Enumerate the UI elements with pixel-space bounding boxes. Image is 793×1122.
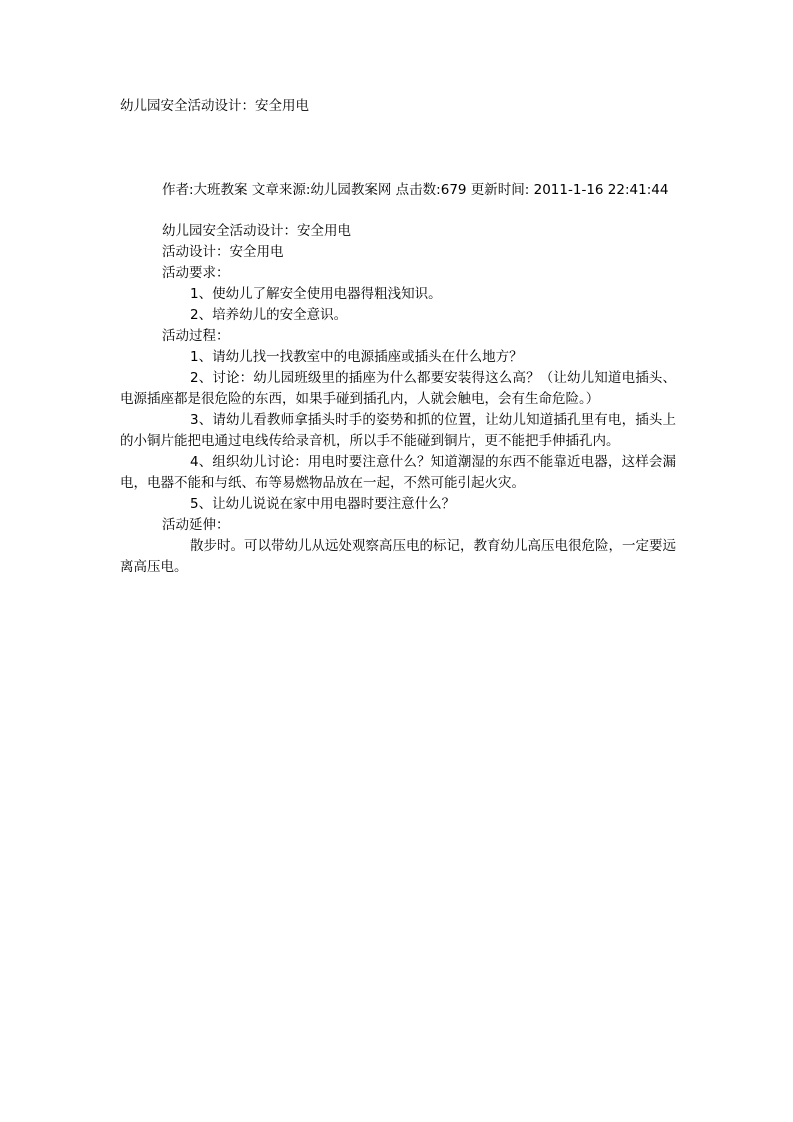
process-step: 4、组织幼儿讨论：用电时要注意什么？知道潮湿的东西不能靠近电器，这样会漏电，电器不能和与纸、布等易燃物品放在一起，不然可能引起火灾。 (120, 454, 676, 491)
process-step: 2、讨论：幼儿园班级里的插座为什么都要安装得这么高？（让幼儿知道电插头、电源插座都是很危险的东西，如果手碰到插孔内，人就会触电，会有生命危险。） (120, 370, 676, 407)
process-step: 5、让幼儿说说在家中用电器时要注意什么？ (190, 496, 456, 512)
document-body (120, 221, 676, 578)
article-meta: 作者:大班教案 文章来源:幼儿园教案网 点击数:679 更新时间: 2011-1-16 22:41:44 (162, 182, 669, 198)
design-label: 活动设计：安全用电 (162, 244, 284, 260)
extension-heading: 活动延伸： (162, 517, 230, 533)
extension-text: 散步时。可以带幼儿从远处观察高压电的标记，教育幼儿高压电很危险，一定要远离高压电。 (120, 538, 676, 575)
requirement-item: 1、使幼儿了解安全使用电器得粗浅知识。 (190, 286, 442, 302)
requirement-item: 2、培养幼儿的安全意识。 (190, 307, 348, 323)
body-title: 幼儿园安全活动设计：安全用电 (162, 223, 351, 239)
process-step: 1、请幼儿找一找教室中的电源插座或插头在什么地方？ (190, 349, 523, 365)
document-title: 幼儿园安全活动设计：安全用电 (120, 98, 309, 114)
requirements-heading: 活动要求： (162, 265, 230, 281)
process-heading: 活动过程： (162, 328, 230, 344)
process-step: 3、请幼儿看教师拿插头时手的姿势和抓的位置，让幼儿知道插孔里有电，插头上的小铜片能把电通过电线传给录音机，所以手不能碰到铜片，更不能把手伸插孔内。 (120, 412, 676, 449)
